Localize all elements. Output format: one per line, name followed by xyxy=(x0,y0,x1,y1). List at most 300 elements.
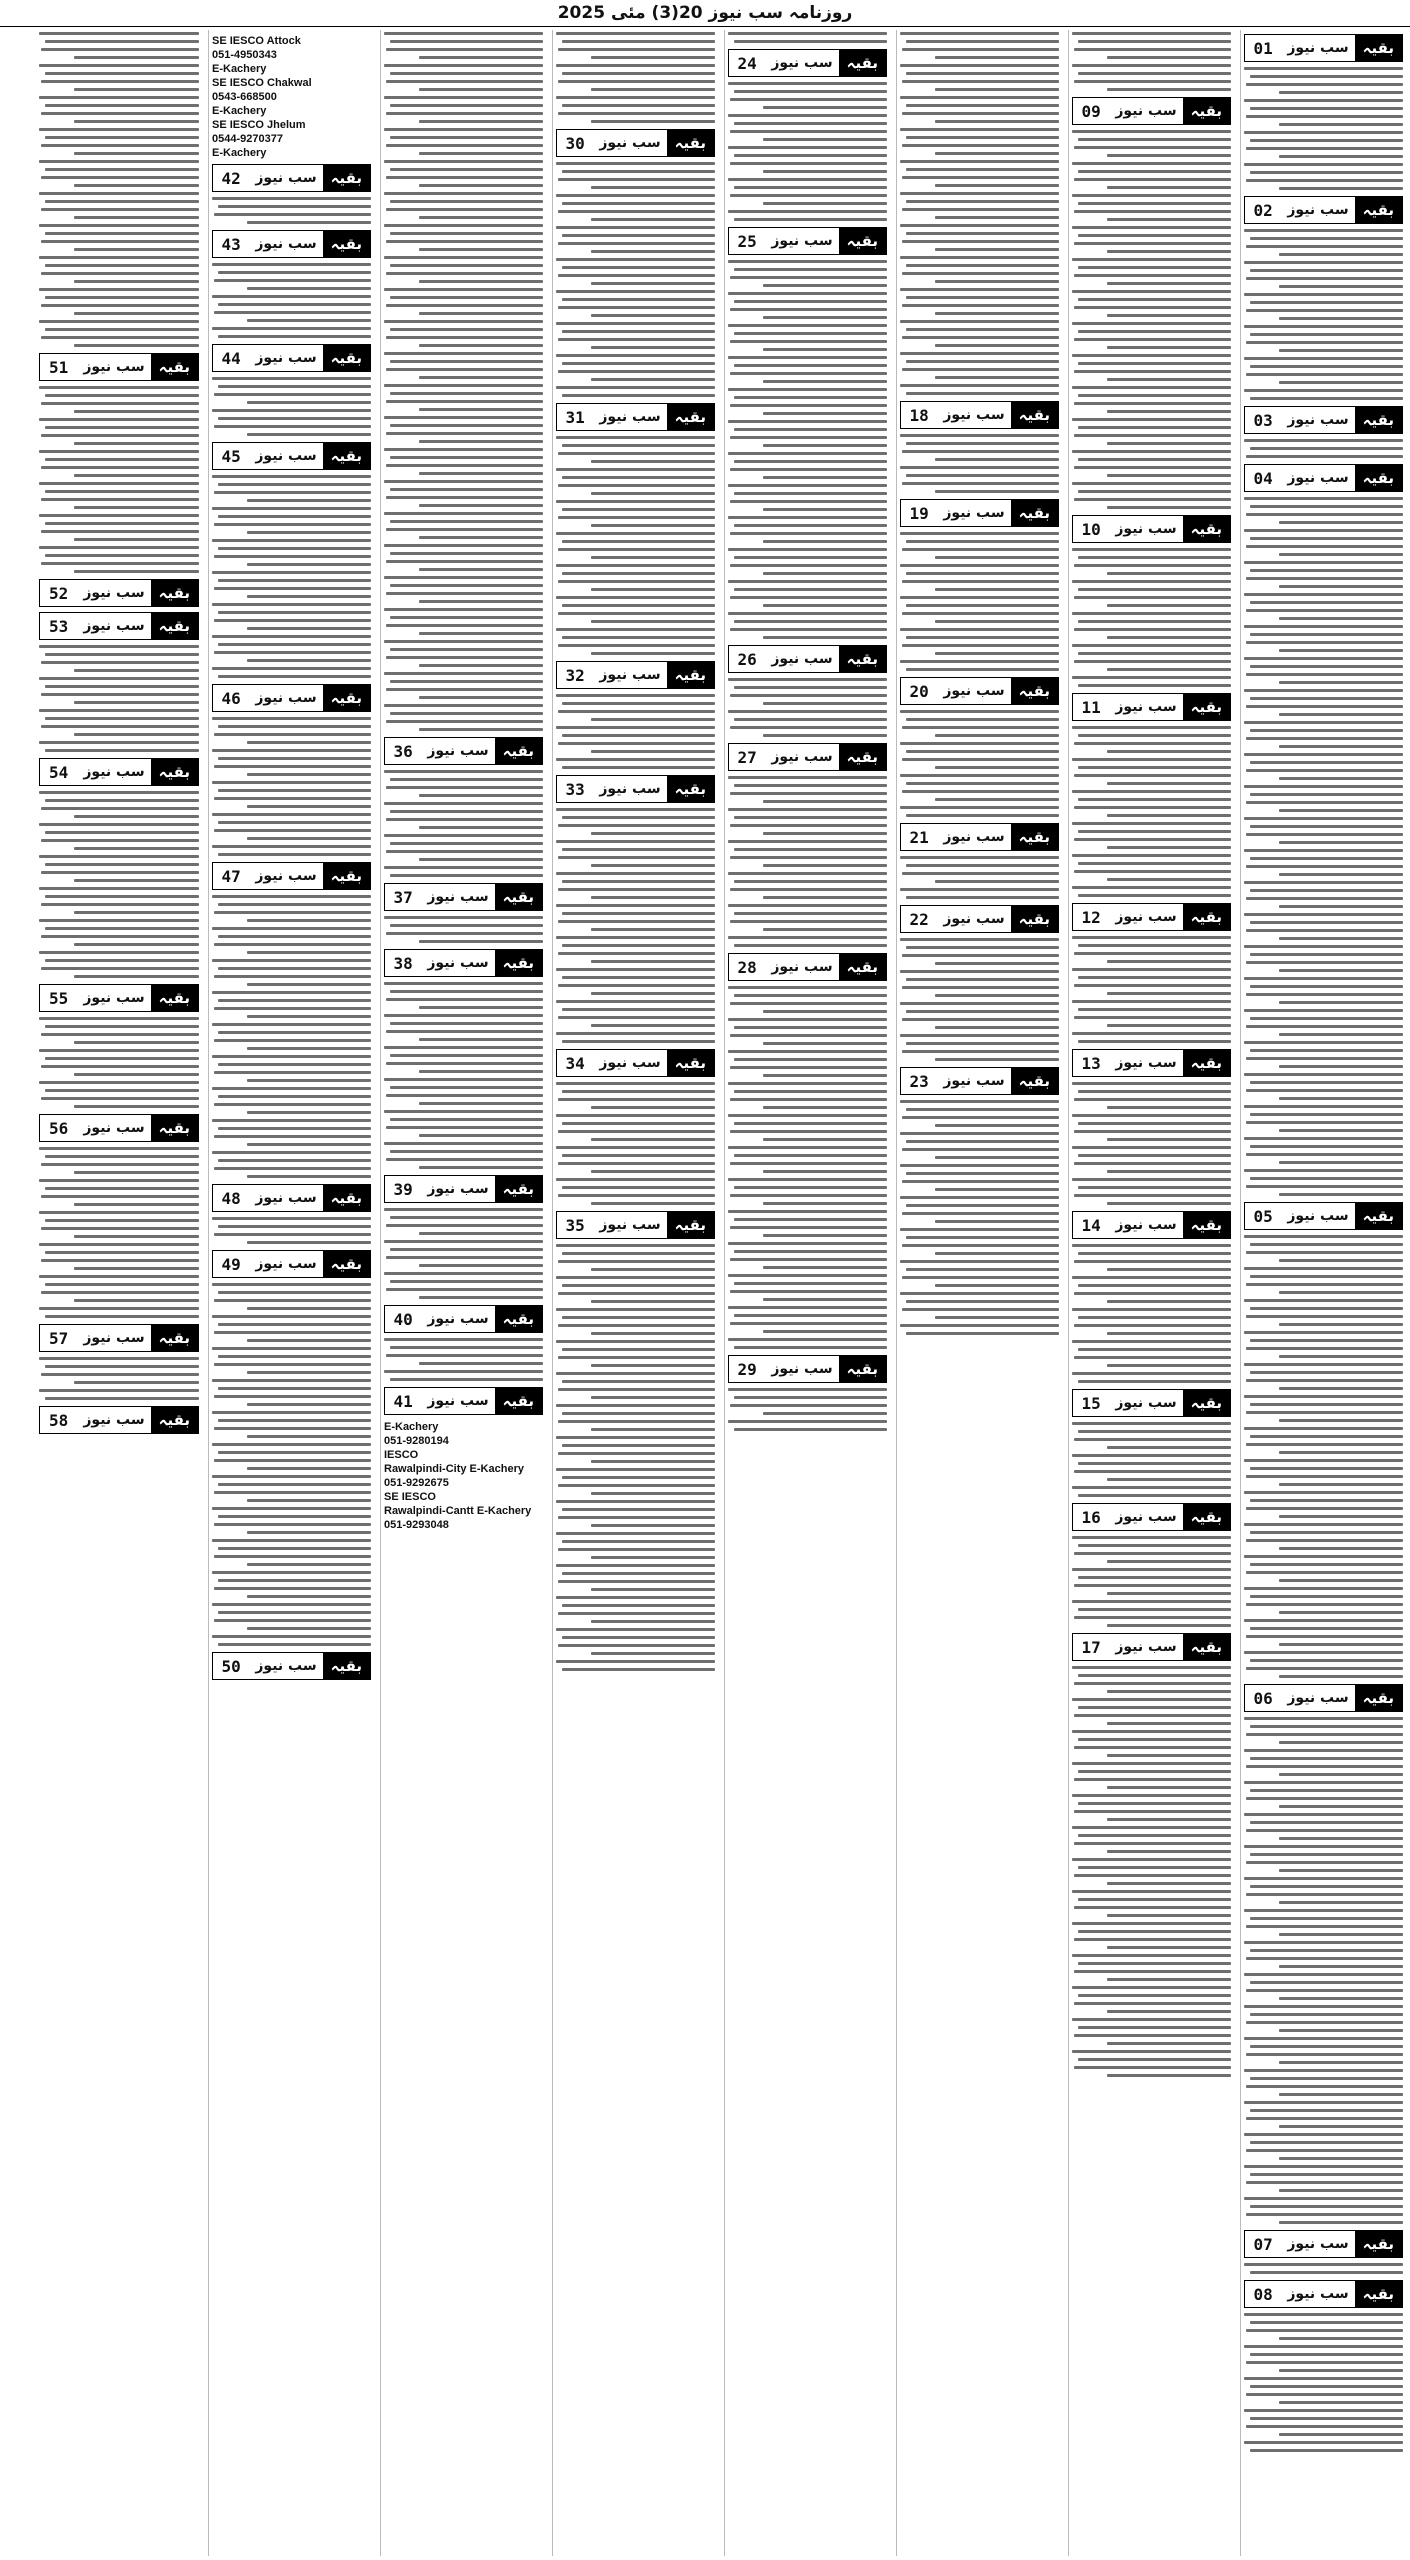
text-line xyxy=(1246,1829,1403,1832)
text-line xyxy=(247,1627,371,1630)
text-line xyxy=(74,442,199,445)
text-line xyxy=(728,420,887,423)
text-line xyxy=(390,296,543,299)
text-line xyxy=(386,1126,543,1129)
text-line xyxy=(247,1467,371,1470)
text-line xyxy=(935,376,1059,379)
text-line xyxy=(39,1179,199,1182)
text-line xyxy=(212,377,371,380)
text-line xyxy=(906,782,1059,785)
text-line xyxy=(906,264,1059,267)
text-line xyxy=(734,1282,887,1285)
text-line xyxy=(1107,154,1231,157)
text-line xyxy=(728,292,887,295)
text-line xyxy=(1250,1821,1403,1824)
text-line xyxy=(556,1660,715,1663)
text-line xyxy=(390,168,543,171)
text-line xyxy=(556,808,715,811)
text-line xyxy=(218,725,371,728)
continuation-number: 20 xyxy=(909,681,929,701)
text-line xyxy=(728,1338,887,1341)
text-line xyxy=(45,1315,199,1318)
text-line xyxy=(1279,1869,1403,1872)
baqiya-header xyxy=(1072,693,1231,721)
text-line xyxy=(734,218,887,221)
text-line xyxy=(1244,977,1403,980)
text-line xyxy=(386,998,543,1001)
text-line xyxy=(1107,878,1231,881)
text-line xyxy=(1244,2377,1403,2380)
text-line xyxy=(900,288,1059,291)
continuation-number: 35 xyxy=(565,1215,585,1235)
text-line xyxy=(591,1556,715,1559)
text-line xyxy=(74,248,199,251)
article-body-text xyxy=(1244,229,1403,400)
text-line xyxy=(214,587,371,590)
text-line xyxy=(562,394,715,397)
text-line xyxy=(906,136,1059,139)
section-label: بقیہ xyxy=(1183,1504,1230,1530)
text-line xyxy=(935,1058,1059,1061)
baqiya-header xyxy=(212,862,371,890)
text-line xyxy=(212,475,371,478)
text-line xyxy=(763,202,887,205)
text-line xyxy=(558,824,715,827)
section-label: بقیہ xyxy=(1355,35,1402,61)
text-line xyxy=(214,213,371,216)
text-line xyxy=(900,856,1059,859)
text-line xyxy=(390,616,543,619)
text-line xyxy=(902,548,1059,551)
text-line xyxy=(419,1102,543,1105)
text-line xyxy=(419,696,543,699)
text-line xyxy=(556,1532,715,1535)
section-label-secondary: سب نیوز xyxy=(83,764,145,780)
section-label-secondary: سب نیوز xyxy=(255,448,317,464)
text-line xyxy=(386,624,543,627)
text-line xyxy=(39,1211,199,1214)
baqiya-header xyxy=(900,823,1059,851)
text-line xyxy=(591,992,715,995)
text-line xyxy=(556,194,715,197)
text-line xyxy=(763,1330,887,1333)
text-line xyxy=(1072,1698,1231,1701)
text-line xyxy=(390,874,543,877)
text-line xyxy=(906,814,1059,817)
text-line xyxy=(730,404,887,407)
text-line xyxy=(390,232,543,235)
text-line xyxy=(902,644,1059,647)
text-line xyxy=(39,887,199,890)
baqiya-header xyxy=(1244,406,1403,434)
text-line xyxy=(419,440,543,443)
text-line xyxy=(935,312,1059,315)
text-line xyxy=(1078,830,1231,833)
text-line xyxy=(247,1595,371,1598)
text-line xyxy=(1074,628,1231,631)
text-line xyxy=(1107,1818,1231,1821)
text-line xyxy=(906,1172,1059,1175)
text-line xyxy=(1078,1706,1231,1709)
text-line xyxy=(1107,218,1231,221)
text-line xyxy=(1279,1483,1403,1486)
text-line xyxy=(45,1365,199,1368)
text-line xyxy=(1244,593,1403,596)
text-line xyxy=(728,356,887,359)
text-line xyxy=(1072,1600,1231,1603)
text-line xyxy=(419,568,543,571)
text-line xyxy=(390,924,543,927)
text-line xyxy=(45,1089,199,1092)
text-line xyxy=(390,200,543,203)
text-line xyxy=(730,130,887,133)
continuation-number: 56 xyxy=(49,1118,69,1138)
text-line xyxy=(734,1314,887,1317)
continuation-number: 43 xyxy=(221,234,241,254)
text-line xyxy=(935,962,1059,965)
text-line xyxy=(218,303,371,306)
article-body-text xyxy=(900,710,1059,817)
text-line xyxy=(1250,397,1403,400)
text-line xyxy=(902,482,1059,485)
text-line xyxy=(74,570,199,573)
text-line xyxy=(1078,138,1231,141)
text-line xyxy=(558,484,715,487)
text-line xyxy=(558,112,715,115)
text-line xyxy=(562,1636,715,1639)
baqiya-header xyxy=(728,953,887,981)
text-line xyxy=(1246,1057,1403,1060)
text-line xyxy=(419,600,543,603)
text-line xyxy=(39,1081,199,1084)
text-line xyxy=(1107,1978,1231,1981)
text-line xyxy=(730,194,887,197)
text-line xyxy=(39,160,199,163)
section-label-secondary: سب نیوز xyxy=(83,1330,145,1346)
text-line xyxy=(763,1106,887,1109)
section-label: بقیہ xyxy=(151,1115,198,1141)
baqiya-header xyxy=(900,401,1059,429)
text-line xyxy=(384,916,543,919)
text-line xyxy=(562,1008,715,1011)
text-line xyxy=(1250,921,1403,924)
text-line xyxy=(247,221,371,224)
text-line xyxy=(1246,1893,1403,1896)
text-line xyxy=(247,1241,371,1244)
text-line xyxy=(384,480,543,483)
text-line xyxy=(906,668,1059,671)
text-line xyxy=(1074,870,1231,873)
text-line xyxy=(212,1379,371,1382)
continuation-number: 39 xyxy=(393,1179,413,1199)
text-line xyxy=(562,266,715,269)
text-line xyxy=(1244,1137,1403,1140)
baqiya-header xyxy=(900,1067,1059,1095)
continuation-number: 41 xyxy=(393,1391,413,1411)
newspaper-page xyxy=(4,30,1406,2556)
text-line xyxy=(1244,721,1403,724)
section-label-secondary: سب نیوز xyxy=(599,667,661,683)
text-line xyxy=(902,176,1059,179)
text-line xyxy=(212,1217,371,1220)
text-line xyxy=(1074,660,1231,663)
text-line xyxy=(558,1130,715,1133)
text-line xyxy=(900,742,1059,745)
article-body-text xyxy=(728,260,887,639)
text-line xyxy=(591,896,715,899)
text-line xyxy=(1250,2417,1403,2420)
text-line xyxy=(1246,1603,1403,1606)
text-line xyxy=(247,1563,371,1566)
text-line xyxy=(591,1202,715,1205)
text-line xyxy=(1074,2002,1231,2005)
text-line xyxy=(730,888,887,891)
text-line xyxy=(558,1292,715,1295)
text-line xyxy=(39,128,199,131)
text-line xyxy=(562,1380,715,1383)
text-line xyxy=(1074,1746,1231,1749)
text-line xyxy=(212,603,371,606)
text-line xyxy=(558,920,715,923)
section-label: بقیہ xyxy=(839,1356,886,1382)
text-line xyxy=(1078,1008,1231,1011)
text-line xyxy=(1250,333,1403,336)
text-line xyxy=(1078,588,1231,591)
text-line xyxy=(734,428,887,431)
section-label-secondary: سب نیوز xyxy=(771,749,833,765)
continuation-number: 44 xyxy=(221,348,241,368)
text-line xyxy=(1074,1438,1231,1441)
text-line xyxy=(419,120,543,123)
text-line xyxy=(247,659,371,662)
text-line xyxy=(1107,1332,1231,1335)
text-line xyxy=(1250,1243,1403,1246)
text-line xyxy=(386,560,543,563)
contact-line: SE IESCO Jhelum xyxy=(212,119,306,131)
text-line xyxy=(900,1324,1059,1327)
text-line xyxy=(906,896,1059,899)
text-line xyxy=(41,807,199,810)
text-line xyxy=(1107,782,1231,785)
text-line xyxy=(558,710,715,713)
text-line xyxy=(218,675,371,678)
text-line xyxy=(1246,2425,1403,2428)
text-line xyxy=(734,396,887,399)
text-line xyxy=(763,138,887,141)
text-line xyxy=(1107,1170,1231,1173)
text-line xyxy=(1246,1185,1403,1188)
text-line xyxy=(1107,1446,1231,1449)
text-line xyxy=(247,1435,371,1438)
text-line xyxy=(906,168,1059,171)
text-line xyxy=(1244,2005,1403,2008)
text-line xyxy=(1074,1098,1231,1101)
text-line xyxy=(1244,1073,1403,1076)
text-line xyxy=(212,409,371,412)
text-line xyxy=(902,1116,1059,1119)
text-line xyxy=(39,1389,199,1392)
text-line xyxy=(214,1135,371,1138)
text-line xyxy=(1246,1411,1403,1414)
text-line xyxy=(1107,474,1231,477)
text-line xyxy=(1072,1454,1231,1457)
baqiya-header xyxy=(1244,2280,1403,2308)
text-line xyxy=(935,280,1059,283)
text-line xyxy=(39,320,199,323)
text-line xyxy=(1250,985,1403,988)
text-line xyxy=(1246,545,1403,548)
text-line xyxy=(1279,2337,1403,2340)
text-line xyxy=(1246,1797,1403,1800)
text-line xyxy=(763,864,887,867)
text-line xyxy=(558,370,715,373)
text-line xyxy=(384,576,543,579)
text-line xyxy=(1074,146,1231,149)
baqiya-header xyxy=(1072,1211,1231,1239)
text-line xyxy=(1279,1837,1403,1840)
text-line xyxy=(1078,766,1231,769)
continuation-number: 18 xyxy=(909,405,929,425)
section-label-secondary: سب نیوز xyxy=(1115,1055,1177,1071)
continuation-number: 37 xyxy=(393,887,413,907)
baqiya-header xyxy=(900,905,1059,933)
iesco-contacts-top xyxy=(212,34,371,160)
text-line xyxy=(1078,362,1231,365)
contact-line: Rawalpindi-City E-Kachery xyxy=(384,1463,524,1475)
contact-line: SE IESCO Attock xyxy=(212,35,301,47)
text-line xyxy=(900,434,1059,437)
text-line xyxy=(384,64,543,67)
section-label-secondary: سب نیوز xyxy=(427,1181,489,1197)
text-line xyxy=(1246,513,1403,516)
text-line xyxy=(1078,944,1231,947)
continuation-number: 48 xyxy=(221,1188,241,1208)
text-line xyxy=(734,186,887,189)
baqiya-header xyxy=(39,612,199,640)
continuation-number: 13 xyxy=(1081,1053,1101,1073)
text-line xyxy=(734,1218,887,1221)
text-line xyxy=(558,242,715,245)
text-line xyxy=(1279,349,1403,352)
text-line xyxy=(1250,2045,1403,2048)
text-line xyxy=(74,1171,199,1174)
text-line xyxy=(1250,2353,1403,2356)
text-line xyxy=(734,686,887,689)
text-line xyxy=(902,48,1059,51)
text-line xyxy=(1072,64,1231,67)
text-line xyxy=(1279,1291,1403,1294)
text-line xyxy=(247,773,371,776)
text-line xyxy=(730,824,887,827)
text-line xyxy=(1072,968,1231,971)
continuation-number: 22 xyxy=(909,909,929,929)
text-line xyxy=(1246,2393,1403,2396)
section-label: بقیہ xyxy=(667,1212,714,1238)
baqiya-header xyxy=(384,737,543,765)
text-line xyxy=(1074,1616,1231,1619)
text-line xyxy=(562,234,715,237)
text-line xyxy=(212,635,371,638)
text-line xyxy=(247,595,371,598)
text-line xyxy=(1078,652,1231,655)
text-line xyxy=(728,1018,887,1021)
text-line xyxy=(728,1114,887,1117)
text-line xyxy=(906,442,1059,445)
text-line xyxy=(386,1062,543,1065)
text-line xyxy=(1246,1925,1403,1928)
section-label-secondary: سب نیوز xyxy=(255,236,317,252)
text-line xyxy=(1246,1443,1403,1446)
text-line xyxy=(730,532,887,535)
text-line xyxy=(556,226,715,229)
text-line xyxy=(390,1378,543,1381)
text-line xyxy=(1279,1451,1403,1454)
text-line xyxy=(906,40,1059,43)
text-line xyxy=(45,554,199,557)
text-line xyxy=(1072,1178,1231,1181)
continuation-number: 32 xyxy=(565,665,585,685)
text-line xyxy=(556,354,715,357)
text-line xyxy=(906,604,1059,607)
section-label: بقیہ xyxy=(1183,1212,1230,1238)
text-line xyxy=(763,316,887,319)
text-line xyxy=(591,556,715,559)
continuation-number: 45 xyxy=(221,446,241,466)
text-line xyxy=(1072,1308,1231,1311)
text-line xyxy=(906,474,1059,477)
text-line xyxy=(45,927,199,930)
text-line xyxy=(1072,644,1231,647)
text-line xyxy=(390,72,543,75)
text-line xyxy=(763,928,887,931)
text-line xyxy=(1279,553,1403,556)
text-line xyxy=(900,352,1059,355)
section-label: بقیہ xyxy=(1355,465,1402,491)
text-line xyxy=(935,994,1059,997)
text-line xyxy=(730,1034,887,1037)
text-line xyxy=(218,335,371,338)
text-line xyxy=(900,1100,1059,1103)
text-line xyxy=(1072,1032,1231,1035)
continuation-number: 07 xyxy=(1253,2234,1273,2254)
text-line xyxy=(218,903,371,906)
text-line xyxy=(247,563,371,566)
text-line xyxy=(1250,107,1403,110)
text-line xyxy=(45,426,199,429)
text-line xyxy=(1072,32,1231,35)
text-line xyxy=(214,797,371,800)
text-line xyxy=(1078,1154,1231,1157)
continuation-number: 57 xyxy=(49,1328,69,1348)
article-body-text xyxy=(212,197,371,224)
masthead-title: روزنامہ سب نیوز 20(3) مئی 2025 xyxy=(0,0,1410,27)
text-line xyxy=(734,848,887,851)
text-line xyxy=(390,778,543,781)
text-line xyxy=(45,264,199,267)
text-line xyxy=(1072,1922,1231,1925)
text-line xyxy=(556,1308,715,1311)
section-label-secondary: سب نیوز xyxy=(771,959,833,975)
text-line xyxy=(1250,171,1403,174)
text-line xyxy=(558,48,715,51)
text-line xyxy=(1279,91,1403,94)
text-line xyxy=(558,80,715,83)
text-line xyxy=(1072,194,1231,197)
text-line xyxy=(562,1604,715,1607)
text-line xyxy=(1074,1842,1231,1845)
text-line xyxy=(212,749,371,752)
text-line xyxy=(419,1006,543,1009)
